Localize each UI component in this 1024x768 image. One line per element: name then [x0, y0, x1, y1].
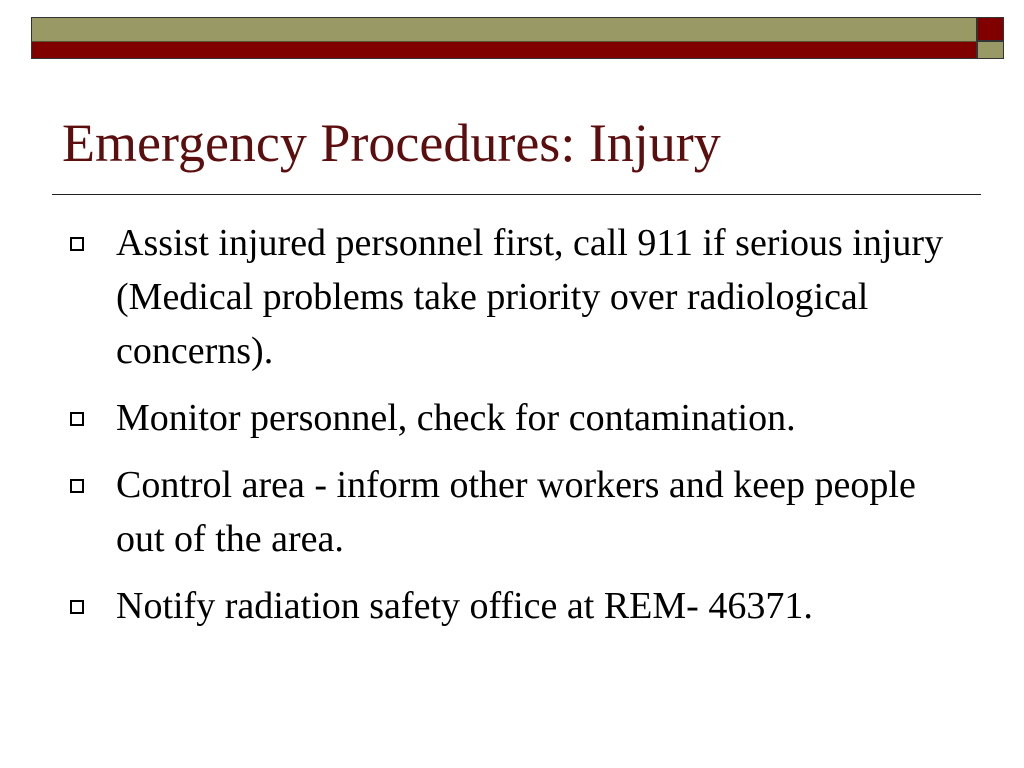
- slide-title: Emergency Procedures: Injury: [62, 113, 721, 173]
- bullet-text: Control area - inform other workers and keep people out of the area.: [116, 464, 916, 560]
- title-divider: [52, 194, 981, 195]
- header-corner-square-red: [977, 17, 1004, 41]
- bullet-list: [68, 216, 968, 646]
- hollow-square-icon: [70, 412, 84, 426]
- hollow-square-icon: [70, 600, 84, 614]
- bullet-text: Assist injured personnel first, call 911 if serious injury (Medical problems take priority over radiological concerns).: [116, 222, 944, 372]
- hollow-square-icon: [70, 237, 84, 251]
- hollow-square-icon: [70, 479, 84, 493]
- header-corner-square-olive: [977, 41, 1004, 59]
- header-band-red: [31, 41, 977, 59]
- bullet-text: Notify radiation safety office at REM- 46371.: [116, 585, 813, 627]
- bullet-item: [68, 458, 968, 566]
- bullet-item: [68, 579, 968, 633]
- bullet-text: Monitor personnel, check for contamination.: [116, 397, 796, 439]
- header-band-olive: [31, 17, 977, 41]
- bullet-item: [68, 216, 968, 378]
- bullet-item: [68, 391, 968, 445]
